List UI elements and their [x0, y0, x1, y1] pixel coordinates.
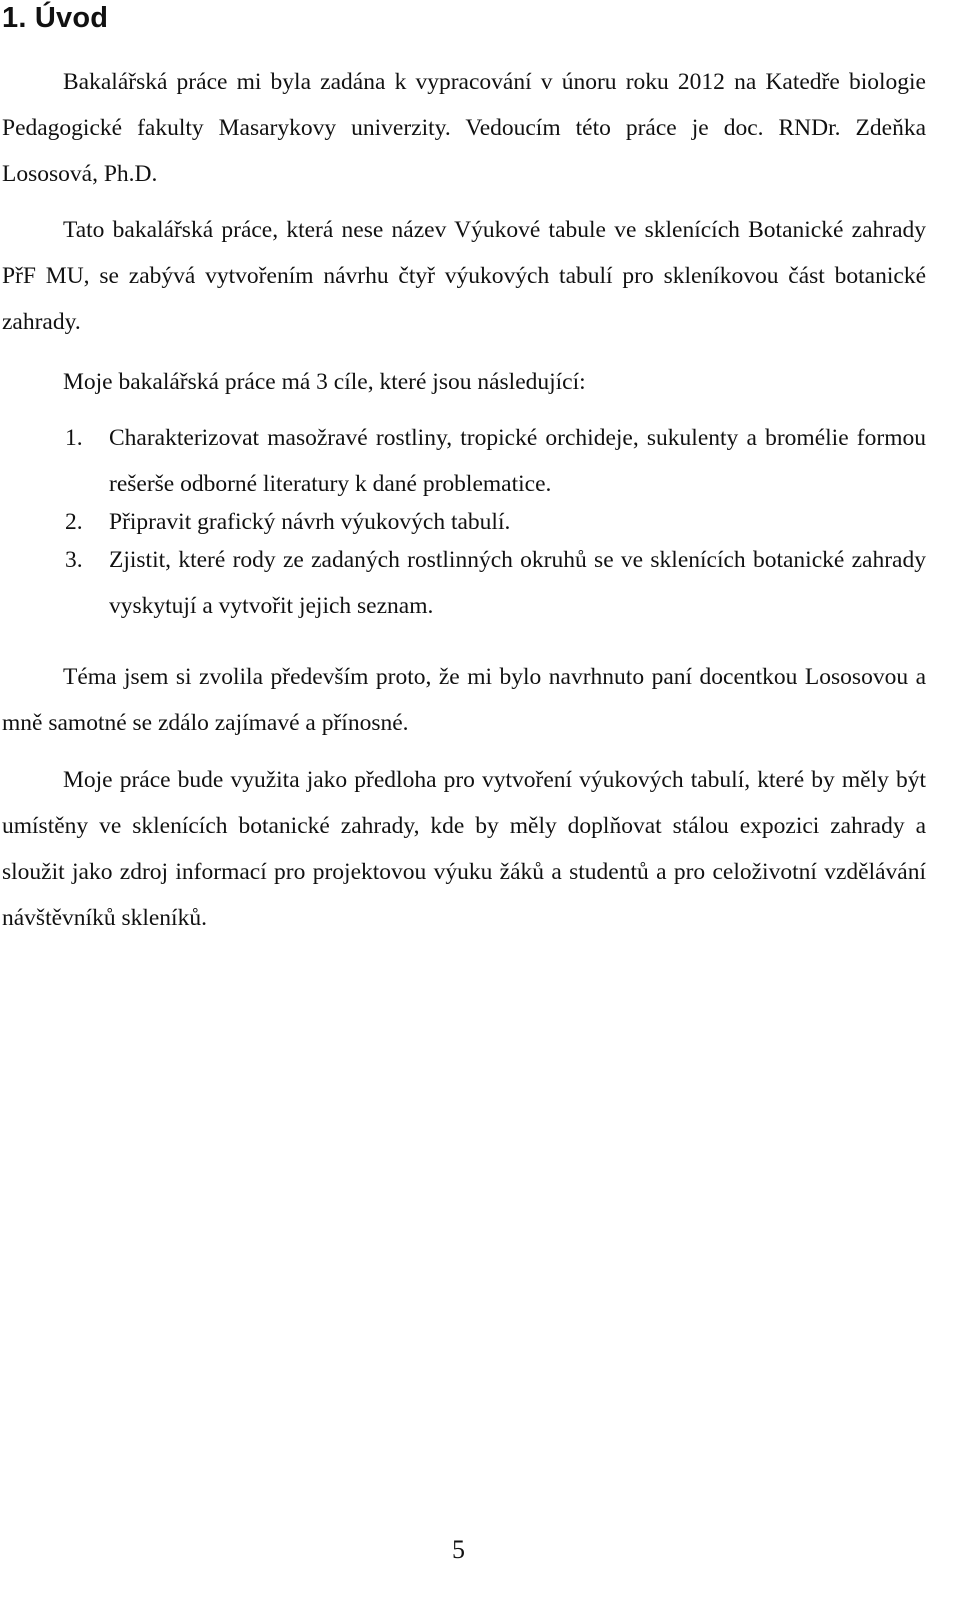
page-number: 5: [452, 1535, 465, 1564]
paragraph-purpose: Moje práce bude využita jako předloha pro vytvoření výukových tabulí, které by měly být umístěny ve sklenících botanické zahrady, kde by měly doplňovat stálou expozici zahrady a sloužit jako zdroj informací pro projektovou výuku žáků a studentů a pro celoživotní vzdělávání návštěvníků skleníků.: [2, 767, 926, 931]
paragraph-motivation: Téma jsem si zvolila především proto, že mi bylo navrhnuto paní docentkou Lososovou a mně samotné se zdálo zajímavé a přínosné.: [2, 664, 926, 736]
goal-text: Připravit grafický návrh výukových tabulí.: [109, 509, 511, 535]
goal-number: 2.: [65, 509, 83, 535]
goal-text: Charakterizovat masožravé rostliny, tropické orchideje, sukulenty a bromélie formou rešerše odborné literatury k dané problematice.: [109, 425, 926, 497]
goal-item: [2, 415, 926, 507]
goal-item: [2, 537, 926, 629]
goals-intro: Moje bakalářská práce má 3 cíle, které jsou následující:: [63, 369, 586, 395]
goal-text: Zjistit, které rody ze zadaných rostlinných okruhů se ve sklenících botanické zahrady vyskytují a vytvořit jejich seznam.: [109, 547, 926, 619]
paragraph-assignment: Bakalářská práce mi byla zadána k vypracování v únoru roku 2012 na Katedře biologie Pedagogické fakulty Masarykovy univerzity. Vedoucím této práce je doc. RNDr. Zdeňka Lososová, Ph.D.: [2, 69, 926, 187]
chapter-heading: 1. Úvod: [2, 2, 109, 34]
goals-list: [2, 415, 926, 629]
paragraph-topic: Tato bakalářská práce, která nese název Výukové tabule ve sklenících Botanické zahrady PřF MU, se zabývá vytvořením návrhu čtyř výukových tabulí pro skleníkovou část botanické zahrady.: [2, 217, 926, 335]
goal-number: 1.: [65, 425, 83, 451]
goal-number: 3.: [65, 547, 83, 573]
